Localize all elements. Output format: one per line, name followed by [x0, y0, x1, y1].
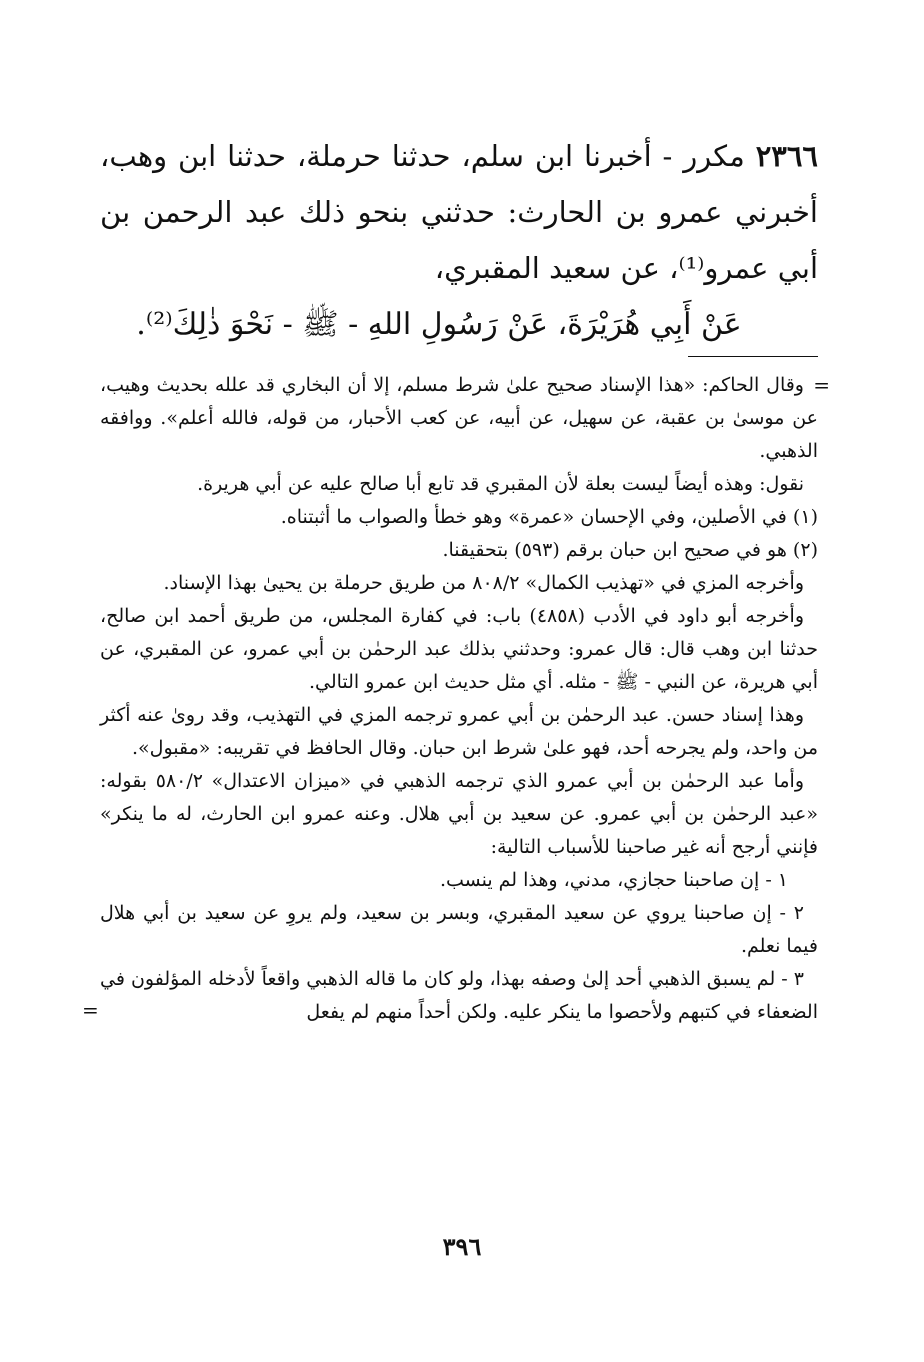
- note-paragraph: وأما عبد الرحمٰن بن أبي عمرو الذي ترجمه الذهبي في «ميزان الاعتدال» ٥٨٠/٢ بقوله: «عبد الرحمٰن بن أبي عمرو. عن سعيد بن أبي هلال. وعنه عمرو ابن الحارث، له ما ينكر» فإنني أرجح أنه غير صاحبنا للأسباب التالية:: [100, 770, 818, 858]
- page-body: [82, 128, 830, 1029]
- footnote-2: (٢) هو في صحيح ابن حبان برقم (٥٩٣) بتحقيقنا.: [442, 539, 818, 561]
- list-item: ٢ - إن صاحبنا يروي عن سعيد المقبري، وبسر بن سعيد، ولم يروِ عن سعيد بن أبي هلال فيما نعلم.: [100, 902, 818, 957]
- continuation-mark: =: [82, 998, 99, 1022]
- note-text: وقال الحاكم: «هذا الإسناد صحيح علىٰ شرط مسلم، إلا أن البخاري قد علله بحديث وهيب، عن موسىٰ بن عقبة، عن سهيل، عن أبيه، عن كعب الأحبار، من قوله، فالله أعلم». ووافقه الذهبي.: [100, 374, 818, 462]
- page-number: ٣٩٦: [442, 1232, 482, 1261]
- note-continued-paragraph: [100, 369, 830, 468]
- note-paragraph: نقول: وهذه أيضاً ليست بعلة لأن المقبري قد تابع أبا صالح عليه عن أبي هريرة.: [197, 473, 804, 495]
- hadith-paragraph: [100, 128, 818, 296]
- list-item: ١ - إن صاحبنا حجازي، مدني، وهذا لم ينسب.: [439, 869, 788, 891]
- note-paragraph: وأخرجه أبو داود في الأدب (٤٨٥٨) باب: في كفارة المجلس، من طريق أحمد ابن صالح، حدثنا ابن وهب قال: قال عمرو: وحدثني بذلك عبد الرحمٰن بن أبي عمرو، عن المقبري، عن أبي هريرة، عن النبي - ﷺ - مثله. أي مثل حديث ابن عمرو التالي.: [100, 605, 818, 693]
- list-item: [82, 963, 818, 1029]
- note-paragraph: وأخرجه المزي في «تهذيب الكمال» ٨٠٨/٢ من طريق حرملة بن يحيىٰ بهذا الإسناد.: [163, 572, 804, 594]
- footnote-1: (١) في الأصلين، وفي الإحسان «عمرة» وهو خطأ والصواب ما أثبتناه.: [280, 506, 818, 528]
- hadith-matn: عَنْ أَبِي هُرَيْرَةَ، عَنْ رَسُولِ اللهِ - ﷺ - نَحْوَ ذٰلِكَ⁽²⁾.: [136, 307, 742, 342]
- footnote-separator: [688, 356, 818, 357]
- hadith-number: ٢٣٦٦: [755, 139, 818, 173]
- hadith-isnad: مكرر - أخبرنا ابن سلم، حدثنا حرملة، حدثنا ابن وهب، أخبرني عمرو بن الحارث: حدثني بنحو ذلك عبد الرحمن بن أبي عمرو⁽¹⁾، عن سعيد المقبري،: [100, 139, 818, 285]
- hadith-main-text: [100, 128, 818, 354]
- note-text: ٣ - لم يسبق الذهبي أحد إلىٰ وصفه بهذا، ولو كان ما قاله الذهبي واقعاً لأدخله المؤلفون في الضعفاء في كتبهم ولأحصوا ما ينكر عليه. ولكن أحداً منهم لم يفعل: [100, 968, 818, 1023]
- footnotes: [82, 369, 830, 1029]
- note-paragraph: وهذا إسناد حسن. عبد الرحمٰن بن أبي عمرو ترجمه المزي في التهذيب، وقد روىٰ عنه أكثر من واحد، ولم يجرحه أحد، فهو علىٰ شرط ابن حبان. وقال الحافظ في تقريبه: «مقبول».: [100, 704, 818, 759]
- continuation-mark: =: [813, 373, 830, 397]
